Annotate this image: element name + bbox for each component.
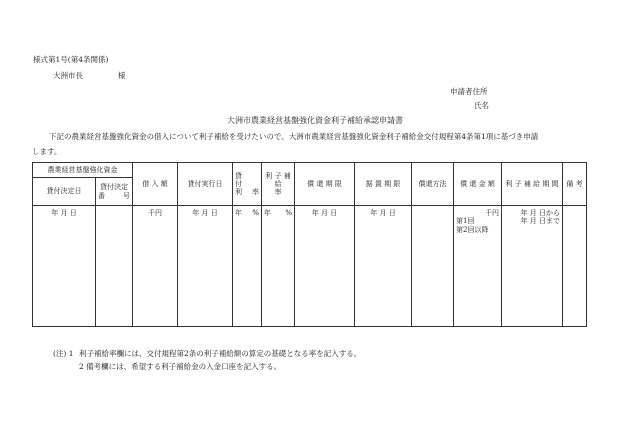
cell-subsidy-rate-pct: % [285,209,292,217]
document-title: 大洲市農業経営基盤強化資金利子補給承認申請書 [227,116,403,125]
cell-subsidy-rate [262,206,295,327]
cell-loan-rate-pct: % [252,209,259,217]
header-loan-decision-date: 貸付決定日 [33,178,96,206]
cell-repay-amount-unit: 千円 [485,209,499,217]
header-subsidy-rate [262,163,295,206]
header-loan-decision-no-line2a: 番 [98,191,105,200]
intro-text-line-1: 下記の農業経営基盤強化資金の借入について利子補給を受けたいので、大洲市農業経営基盤強化資金利子補給金交付規程第4条第1項に基づき申請 [49,132,539,141]
header-loan-decision-no-line2b: 号 [123,191,130,200]
cell-loan-decision-no [96,206,133,327]
header-loan-exec-date: 貸付実行日 [178,163,233,206]
note-prefix: (注) 1 [53,349,74,358]
cell-repay-second-onward: 第2回以降 [456,225,489,234]
applicant-name-label: 氏名 [474,101,489,110]
header-loan-amount: 借 入 額 [133,163,178,206]
header-subsidy-rate-line2: 給 [274,179,282,188]
header-repay-method: 償還方法 [412,163,454,206]
header-loan-rate-line3a: 利 [235,188,242,197]
applicant-address-label: 申請者住所 [450,87,488,96]
cell-loan-exec-date: 年 月 日 [178,206,233,327]
addressee-city: 大洲市長 [53,71,83,80]
cell-subsidy-rate-year: 年 [264,209,271,217]
header-subsidy-period: 利 子 補 給 期 間 [502,163,563,206]
header-subsidy-rate-line1: 利 子 補 [265,171,291,180]
header-remarks: 備 考 [563,163,587,206]
header-loan-rate-line3b: 率 [252,188,259,197]
addressee-honorific: 様 [118,71,126,80]
cell-repay-deadline: 年 月 日 [295,206,355,327]
header-repay-amount: 償 還 金 額 [454,163,502,206]
header-grace-deadline: 据 置 期 限 [355,163,412,206]
cell-grace-deadline: 年 月 日 [355,206,412,327]
intro-text-line-2: します。 [32,147,62,156]
cell-loan-rate [233,206,262,327]
header-loan-rate-line1: 貸 [235,171,242,180]
cell-remarks [563,206,587,327]
cell-loan-amount: 千円 [133,206,178,327]
header-repay-deadline: 償 還 期 限 [295,163,355,206]
form-number: 様式第1号(第4条関係) [33,55,109,64]
cell-loan-rate-year: 年 [235,209,242,217]
cell-loan-decision-date: 年 月 日 [33,206,96,327]
header-loan-rate [233,163,262,206]
header-loan-decision-no [96,178,133,206]
header-loan-decision-no-line1: 貸付決定 [100,183,128,192]
cell-subsidy-period [502,206,563,327]
header-loan-rate-line2: 付 [235,179,242,188]
group-header-agri-fund: 農業経営基盤強化資金 [33,163,133,178]
cell-repay-amount [454,206,502,327]
cell-repay-method [412,206,454,327]
note-2: 2 備考欄には、希望する利子補給金の入金口座を記入する。 [79,362,282,371]
cell-subsidy-period-from: 年 月 日から [520,209,560,217]
note-1: 利子補給率欄には、交付規程第2条の利子補給額の算定の基礎となる率を記入する。 [79,349,362,358]
header-subsidy-rate-line3: 率 [274,188,282,197]
loan-subsidy-table [32,162,587,327]
cell-repay-first: 第1回 [456,217,475,226]
cell-subsidy-period-to: 年 月 日まで [520,217,560,226]
